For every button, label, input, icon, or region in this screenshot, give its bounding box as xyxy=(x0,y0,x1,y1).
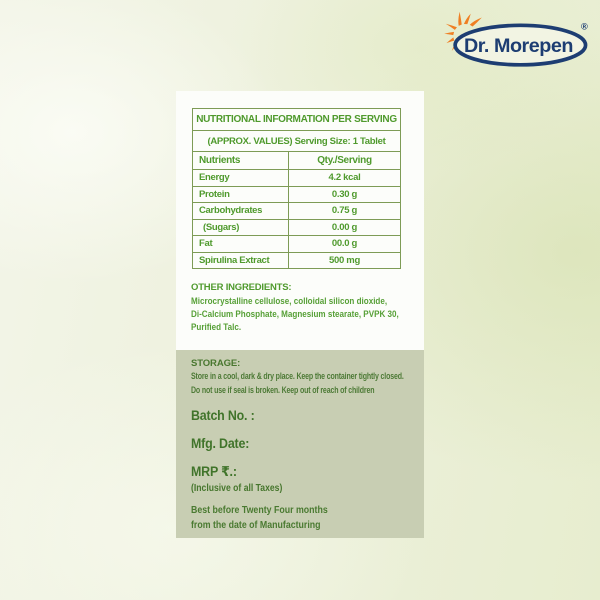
nutrient-name: Fat xyxy=(193,236,289,253)
nutrient-qty: 00.0 g xyxy=(289,236,401,253)
other-ingredients-section xyxy=(191,282,410,334)
nutrient-name: Protein xyxy=(193,186,289,203)
other-ingredients-heading: OTHER INGREDIENTS: xyxy=(191,282,292,293)
nutrient-name: Carbohydrates xyxy=(193,203,289,220)
table-row xyxy=(193,170,401,187)
nutrition-table xyxy=(192,108,401,269)
table-row xyxy=(193,203,401,220)
registered-mark: ® xyxy=(580,21,588,32)
column-header-qty: Qty./Serving xyxy=(289,152,401,170)
batch-no-label: Batch No. : xyxy=(191,407,255,423)
sunburst-icon xyxy=(434,12,592,69)
mrp-label: MRP ₹.: xyxy=(191,463,237,479)
table-subtitle: (APPROX. VALUES) Serving Size: 1 Tablet xyxy=(193,131,401,152)
nutrient-qty: 500 mg xyxy=(289,252,401,269)
best-before-line: from the date of Manufacturing xyxy=(191,519,321,531)
nutrient-qty: 0.00 g xyxy=(289,219,401,236)
storage-panel xyxy=(176,350,424,538)
storage-line: Store in a cool, dark & dry place. Keep the container tightly closed. xyxy=(191,371,404,381)
other-ingredients-line: Microcrystalline cellulose, colloidal silicon dioxide, xyxy=(191,296,388,307)
column-header-nutrients: Nutrients xyxy=(193,152,289,170)
table-row xyxy=(193,252,401,269)
table-row xyxy=(193,219,401,236)
nutrient-name: Energy xyxy=(193,170,289,187)
best-before-line: Best before Twenty Four months xyxy=(191,504,328,516)
nutrient-name: (Sugars) xyxy=(193,219,289,236)
other-ingredients-line: Di-Calcium Phosphate, Magnesium stearate, PVPK 30, xyxy=(191,309,399,321)
storage-heading: STORAGE: xyxy=(191,358,241,369)
other-ingredients-line: Purified Talc. xyxy=(191,322,242,334)
storage-line: Do not use if seal is broken. Keep out of reach of children xyxy=(191,385,375,396)
nutrient-qty: 0.30 g xyxy=(289,186,401,203)
nutrient-qty: 0.75 g xyxy=(289,203,401,220)
nutrition-label-card xyxy=(176,91,424,350)
nutrient-name: Spirulina Extract xyxy=(193,252,289,269)
mrp-note: (Inclusive of all Taxes) xyxy=(191,482,283,494)
nutrient-qty: 4.2 kcal xyxy=(289,170,401,187)
table-row xyxy=(193,186,401,203)
best-before-section xyxy=(191,503,410,533)
brand-name: Dr. Morepen xyxy=(463,34,574,57)
mfg-date-label: Mfg. Date: xyxy=(191,435,250,451)
table-row xyxy=(193,236,401,253)
table-title: NUTRITIONAL INFORMATION PER SERVING xyxy=(193,109,401,131)
brand-logo xyxy=(434,12,592,69)
